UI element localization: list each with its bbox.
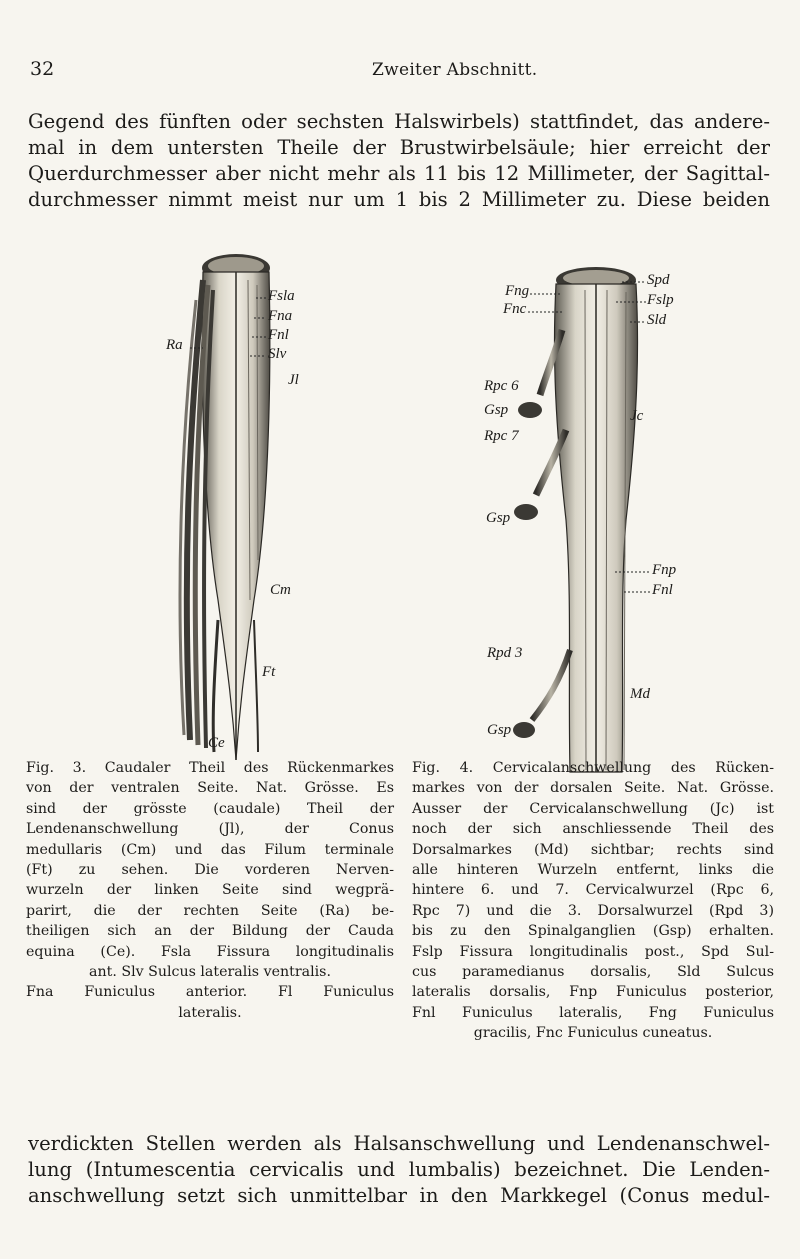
fig4-label-rpc7: Rpc 7 bbox=[484, 428, 519, 444]
caption-line: Rpc 7) und die 3. Dorsalwurzel (Rpd 3) bbox=[412, 902, 774, 919]
fig3-label-fsla: Fsla bbox=[268, 288, 295, 304]
caption-line: ant. Slv Sulcus lateralis ventralis. bbox=[89, 964, 331, 981]
fig4-label-gsp: Gsp bbox=[484, 402, 509, 418]
fig3-label-fna: Fna bbox=[268, 308, 293, 324]
caption-line: wurzeln der linken Seite sind wegprä- bbox=[26, 882, 394, 899]
caption-line: Fig. 4. Cervicalanschwellung des Rücken- bbox=[412, 760, 774, 776]
caption-line: Ausser der Cervicalanschwellung (Jc) ist bbox=[412, 800, 774, 817]
caption-line: cus paramedianus dorsalis, Sld Sulcus bbox=[412, 964, 774, 981]
caption-line: Dorsalmarkes (Md) sichtbar; rechts sind bbox=[412, 841, 774, 858]
figure3-drawing bbox=[180, 254, 270, 760]
caption-line: theiligen sich an der Bildung der Cauda bbox=[26, 923, 394, 940]
fig3-root-bundle bbox=[213, 620, 218, 752]
fig3-label-fnl: Fnl bbox=[268, 327, 289, 343]
fig4-ganglion bbox=[513, 722, 535, 738]
text-line: lung (Intumescentia cervicalis und lumbalis) bezeichnet. Die Lenden- bbox=[28, 1158, 770, 1181]
caption-line: bis zu den Spinalganglien (Gsp) erhalten. bbox=[412, 923, 774, 940]
page-number: 32 bbox=[30, 58, 55, 80]
caption-line: Fig. 3. Caudaler Theil des Rückenmarkes bbox=[26, 760, 394, 776]
caption-line: Fnl Funiculus lateralis, Fng Funiculus bbox=[412, 1004, 774, 1021]
fig4-label-spd: Spd bbox=[647, 272, 670, 288]
running-title: Zweiter Abschnitt. bbox=[372, 60, 538, 80]
caption-line: lateralis dorsalis, Fnp Funiculus posterior, bbox=[412, 984, 774, 1001]
fig4-label-fng: Fng bbox=[505, 283, 530, 299]
fig4-label-jc: Jc bbox=[630, 408, 644, 424]
caption-line: noch der sich anschliessende Theil des bbox=[412, 821, 774, 838]
figure4-caption bbox=[412, 758, 774, 1044]
text-line: Querdurchmesser aber nicht mehr als 11 bis 12 Millimeter, der Sagittal- bbox=[28, 162, 770, 185]
fig4-label-rpd3: Rpd 3 bbox=[487, 645, 523, 661]
fig3-root-bundle bbox=[254, 620, 258, 752]
caption-line: (Ft) zu sehen. Die vorderen Nerven- bbox=[26, 862, 394, 879]
fig4-label-fnl: Fnl bbox=[652, 582, 673, 598]
text-line: verdickten Stellen werden als Halsanschwellung und Lendenanschwel- bbox=[28, 1132, 770, 1155]
figure3-caption bbox=[26, 758, 394, 1023]
caption-line: sind der grösste (caudale) Theil der bbox=[26, 800, 394, 817]
caption-line: medullaris (Cm) und das Filum terminale bbox=[26, 841, 394, 858]
fig4-label-md: Md bbox=[630, 686, 650, 702]
caption-line: lateralis. bbox=[178, 1004, 242, 1021]
fig4-label-rpc6: Rpc 6 bbox=[484, 378, 519, 394]
caption-line: von der ventralen Seite. Nat. Grösse. Es bbox=[26, 780, 394, 797]
text-line: mal in dem untersten Theile der Brustwirbelsäule; hier erreicht der bbox=[28, 136, 770, 159]
fig4-root-rpd3 bbox=[532, 650, 570, 720]
caption-line: parirt, die der rechten Seite (Ra) be- bbox=[26, 902, 394, 919]
caption-line: hintere 6. und 7. Cervicalwurzel (Rpc 6, bbox=[412, 882, 774, 899]
text-line: Gegend des fünften oder sechsten Halswirbels) stattfindet, das andere- bbox=[28, 110, 770, 133]
caption-line: equina (Ce). Fsla Fissura longitudinalis bbox=[26, 943, 394, 960]
fig4-label-sld: Sld bbox=[647, 312, 667, 328]
fig3-label-slv: Slv bbox=[268, 346, 287, 362]
text-line: anschwellung setzt sich unmittelbar in den Markkegel (Conus medul- bbox=[28, 1184, 770, 1207]
fig4-label-fnc: Fnc bbox=[503, 301, 527, 317]
fig4-ganglion bbox=[514, 504, 538, 520]
fig4-label-gsp: Gsp bbox=[487, 722, 512, 738]
text-line: durchmesser nimmt meist nur um 1 bis 2 Millimeter zu. Diese beiden bbox=[28, 188, 770, 211]
fig3-label-jl: Jl bbox=[288, 372, 299, 388]
caption-line: alle hinteren Wurzeln entfernt, links die bbox=[412, 862, 774, 879]
caption-line: Fna Funiculus anterior. Fl Funiculus bbox=[26, 984, 394, 1001]
caption-line: Lendenanschwellung (Jl), der Conus bbox=[26, 821, 394, 838]
caption-line: gracilis, Fnc Funiculus cuneatus. bbox=[473, 1025, 713, 1042]
fig3-label-ra: Ra bbox=[166, 337, 183, 353]
fig3-label-cm: Cm bbox=[270, 582, 291, 598]
fig4-label-gsp: Gsp bbox=[486, 510, 511, 526]
fig4-label-fnp: Fnp bbox=[652, 562, 677, 578]
fig4-label-fslp: Fslp bbox=[647, 292, 674, 308]
fig3-label-ce: Ce bbox=[208, 735, 225, 751]
caption-line: markes von der dorsalen Seite. Nat. Grösse. bbox=[412, 780, 774, 797]
fig4-ganglion bbox=[518, 402, 542, 418]
fig3-label-ft: Ft bbox=[262, 664, 276, 680]
bottom-paragraph bbox=[28, 1131, 770, 1209]
caption-line: Fslp Fissura longitudinalis post., Spd Sul- bbox=[412, 943, 774, 960]
